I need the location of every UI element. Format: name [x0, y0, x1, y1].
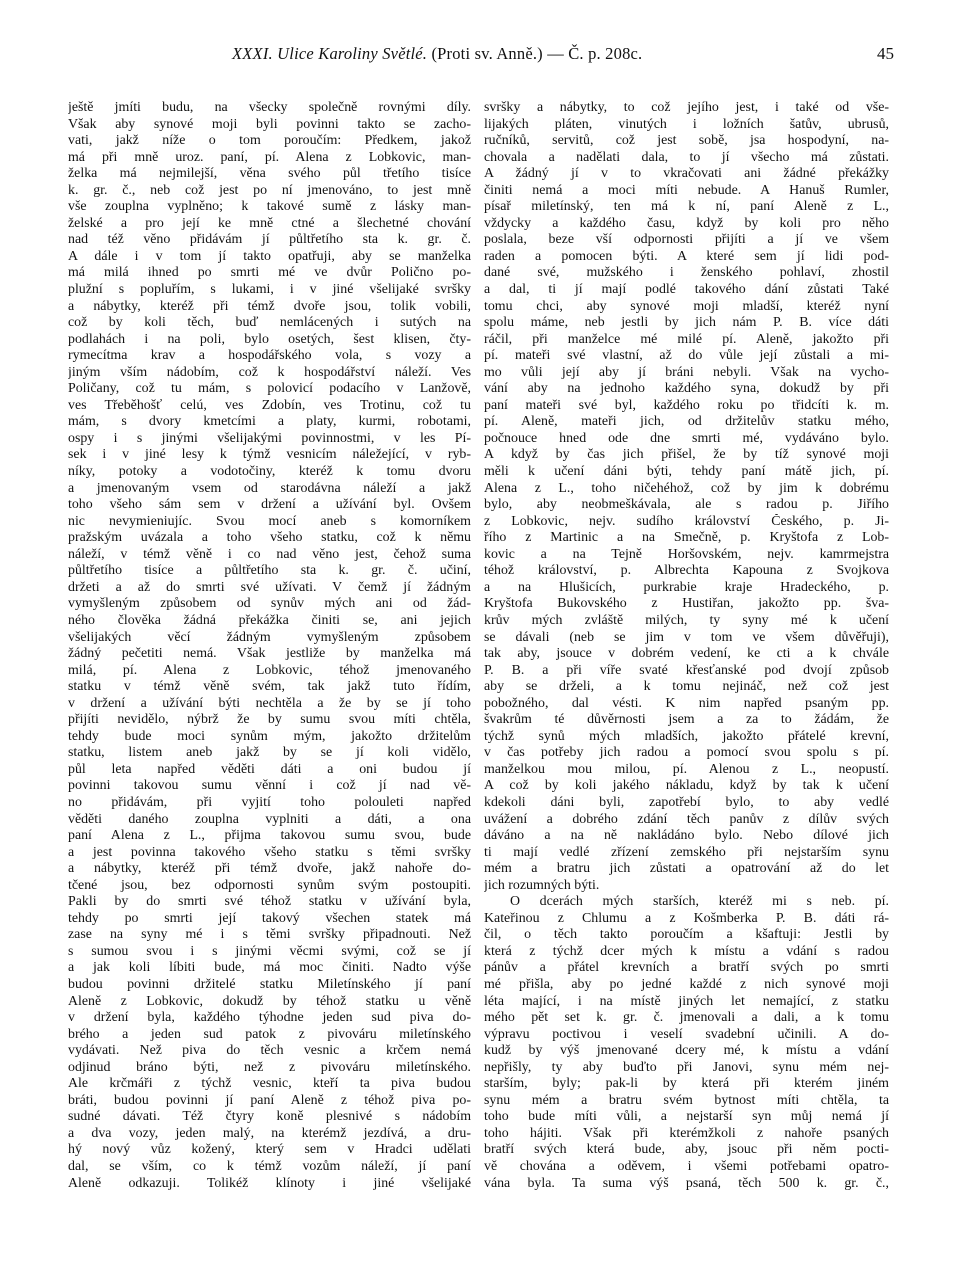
text-line: dal, se vším, co k témž vozům náleží, jí paní: [68, 1159, 471, 1174]
text-line: vati, jakž níže o tom poroučím: Předkem, jakož: [68, 133, 471, 149]
text-line: sudné dávati. Též čtyry koně plesnivé s nádobím: [68, 1109, 471, 1125]
text-line: věděti daného zouplna vyplniti a dáti, a ona: [68, 811, 471, 827]
text-line: vána byla. Ta suma výš psaná, těch 500 k. gr. č.,: [484, 1175, 889, 1191]
text-line: dáváno a na ně nakládáno bylo. Nebo dílové jich: [484, 828, 889, 844]
text-line: rymecítma krav a hospodářského vola, s vozy a: [68, 348, 471, 364]
text-line: P. B. a při víře svaté křesťanské pod dvojí způsob: [484, 662, 889, 678]
text-line: brého a jeden sud patok z pivováru miletínského: [68, 1026, 471, 1042]
text-line: tčené jsou, bez odpornosti synům svým postoupiti.: [68, 877, 471, 893]
right-text-column: [484, 100, 889, 1192]
text-line: půl leta napřed věděti dáti a oni budou jí: [68, 761, 471, 777]
text-line: činiti nemá a moci míti nebude. A Hanuš Rumler,: [484, 182, 889, 198]
text-line: v držení a užívání býti nechtěla a že by se jí toho: [68, 695, 471, 711]
text-line: Aleně z Lobkovic, dokudž by téhož statku u věně: [68, 993, 471, 1009]
text-line: pražským uvázala a toho všeho statku, což k němu: [68, 530, 471, 546]
text-line: ráčil, při manželce mé milé pí. Aleně, jakožto při: [484, 331, 889, 347]
text-line: mám, s dvory kmetcími a platy, kurmi, robotami,: [68, 414, 471, 430]
text-line: Však aby synové moji byli povinni takto se zacho-: [68, 116, 471, 132]
running-title: [232, 44, 642, 64]
text-line: pí. mateři své vlastní, až do vůle její zůstali a mi-: [484, 348, 889, 364]
text-line: tehdy po smrti její takový všechen statek má: [68, 910, 471, 926]
text-line: budou povinni držitelé statku Miletínského jí paní: [68, 976, 471, 992]
text-line: vše zouplna vyplněno; k takové sumě z lásky man-: [68, 199, 471, 215]
text-line: řího z Martinic a na Smečně, p. Kryštofa z Lob-: [484, 530, 889, 546]
text-line: bylo, aby neobmeškávala, ale s radou p. Jiřího: [484, 497, 889, 513]
text-line: aby se drželi, a k tomu nejináč, než což jest: [484, 679, 889, 695]
text-line: Ale krčmáři z týchž vesnic, kteří ta piva budou: [68, 1076, 471, 1092]
text-line: poslala, beze vší odpornosti přijíti a jí ve všem: [484, 232, 889, 248]
text-line: lijakých pláten, vinutých i ložních šatův, ubrusů,: [484, 116, 889, 132]
text-line: chovala a nadělati dala, to jí všecho má zůstati.: [484, 149, 889, 165]
text-line: Poličany, což tu mám, s polovicí podacího v Lanžově,: [68, 381, 471, 397]
text-line: vymyšleným způsobem od synův mých ani od žád-: [68, 596, 471, 612]
text-line: počnouce hned ode dne smrti mé, vydáváno bylo.: [484, 430, 889, 446]
text-line: týchž synů mých mladších, jakožto přátelé krevní,: [484, 728, 889, 744]
text-line: podlahách i na poli, bylo osetých, šest klisen, čty-: [68, 331, 471, 347]
text-line: žádný pečetiti nemá. Však jestliže by manželka má: [68, 646, 471, 662]
text-line: ves Třeběhošť celú, ves Zdobín, ves Trotinu, což tu: [68, 397, 471, 413]
text-line: v čas potřeby jich radou a pomocí svou spolu s pí.: [484, 745, 889, 761]
text-line: přijíti nevidělo, nýbrž že by sumu svou míti chtěla,: [68, 712, 471, 728]
page-number: 45: [877, 44, 894, 63]
text-line: s sumou svou i s jinými věcmi svými, což se jí: [68, 943, 471, 959]
text-line: ti mají vedlé zřízení zemského při nejstarším synu: [484, 844, 889, 860]
text-line: a jest povinna takového všeho statku s těmi svršky: [68, 844, 471, 860]
text-line: téhož království, p. Albrechta Kapouna z Svojkova: [484, 563, 889, 579]
text-line: spolu máme, neb jestli by jich nám P. B. více dáti: [484, 315, 889, 331]
text-line: želka má nejmilejší, věna svého půl třetího tisíce: [68, 166, 471, 182]
text-line: ručníků, servitů, což jest sobě, jsa hospodyní, na-: [484, 133, 889, 149]
text-line: a na Hlušicích, purkrabie kraje Hradeckého, p.: [484, 579, 889, 595]
text-line: Alena z L., toho ničehéhož, což by jim k dobrému: [484, 480, 889, 496]
text-line: náleží, v témž věně i co nad věno jest, čehož suma: [68, 546, 471, 562]
text-line: no přidávám, při vyjití toho polouleti napřed: [68, 794, 471, 810]
text-line: která z týchž dcer mých k místu a vdání s radou: [484, 943, 889, 959]
text-line: nepřišly, ty aby buďto při Janovi, synu mém nej-: [484, 1059, 889, 1075]
text-line: všelijakých věcí žádným vymyšleným způsobem: [68, 629, 471, 645]
text-line: dané své, mužského i ženského pohlaví, zhostil: [484, 265, 889, 281]
text-line: svršky a nábytky, to což jejího jest, i také od vše-: [484, 100, 889, 115]
text-line: A žádný jí v to vkračovati ani žádné překážky: [484, 166, 889, 182]
text-line: O dcerách mých starších, kteréž mi s neb. pí.: [510, 894, 889, 910]
text-line: statku v témž věně svém, tak jakž tuto řídím,: [68, 679, 471, 695]
text-line: kdekoli dáni byli, zapotřebí bylo, to aby vedlé: [484, 794, 889, 810]
text-line: vždycky a každého času, když by koli pro něho: [484, 215, 889, 231]
text-line: toho bude míti vůli, a nejstarší syn můj nemá jí: [484, 1109, 889, 1125]
text-line: se dávali (neb se jim v tom ve všem důvěřuji),: [484, 629, 889, 645]
text-line: synu mém a bratru svém bytnost míti chtěla, ta: [484, 1092, 889, 1108]
text-line: Aleně odkazuji. Tolikéž klínoty i jiné všelijaké: [68, 1175, 471, 1191]
text-line: raden a pomocen býti. A které sem jí lidi pod-: [484, 248, 889, 264]
text-line: a jak koli líbiti bude, má moc činiti. Nadto výše: [68, 960, 471, 976]
text-line: Kryštofa Bukovského z Hustiřan, jakožto pp. šva-: [484, 596, 889, 612]
running-header: [0, 44, 960, 70]
text-line: manželkou mou milou, pí. Alenou z L., neopustí.: [484, 761, 889, 777]
text-line: uvážení a dobrého zdání těch panův z dílův svých: [484, 811, 889, 827]
text-line: vydávati. Než piva do těch vesnic a krčem nemá: [68, 1043, 471, 1059]
text-line: Kateřinou z Chlumu a z Košmberka P. B. dáti rá-: [484, 910, 889, 926]
text-line: plužní s popluřím, s lukami, i v jiné všelijaké svršky: [68, 282, 471, 298]
text-line: paní Alena z L., přijma takovou sumu svou, bude: [68, 828, 471, 844]
text-line: odjinud bráno býti, než z pivováru miletínského.: [68, 1059, 471, 1075]
text-line: bratří svých která bude, aby, jsouc při něm pocti-: [484, 1142, 889, 1158]
text-line: níky, potoky a vodotočiny, kteréž k tomu dvoru: [68, 464, 471, 480]
text-line: výpravu poctivou i veselí svadební učinili. A do-: [484, 1026, 889, 1042]
text-line: měli k učení dáni býti, tehdy paní mátě jich, pí.: [484, 464, 889, 480]
text-line: k. gr. č., neb což jest po ní jmenováno, to jest mně: [68, 182, 471, 198]
text-line: nic nevymieniujíc. Svou mocí aneb s komorníkem: [68, 513, 471, 529]
text-line: zase na syny mé i s těmi svršky připadnouti. Než: [68, 927, 471, 943]
text-line: kovic a na Tejně Horšovském, nejv. kamrmejstra: [484, 546, 889, 562]
text-line: mo vůli její aby jí bráni nebyli. Však na vycho-: [484, 364, 889, 380]
text-line: A což by koli jakého nákladu, když by tak k učení: [484, 778, 889, 794]
text-line: švakrům té důvěrnosti jsem a za to žádám, že: [484, 712, 889, 728]
text-line: tehdy bude moci synům mým, jakožto držitelům: [68, 728, 471, 744]
text-line: půltřetího tisíce a půltřetího sta k. gr. č. učiní,: [68, 563, 471, 579]
text-line: starším, byly; pak-li by která při kterém jiném: [484, 1076, 889, 1092]
text-line: ospy i s jinými všelijakými povinnostmi, v les Pí-: [68, 430, 471, 446]
text-line: ného člověka žádná překážka činiti se, ani jejich: [68, 612, 471, 628]
text-line: a nábytky, kteréž při témž dvoře jsou, tolik vobili,: [68, 298, 471, 314]
text-line: čil, o těch takto poroučím a kšaftuji: Jestli by: [484, 927, 889, 943]
text-line: povinni takovou sumu věnní i což jí nad vě-: [68, 778, 471, 794]
left-text-column: [68, 100, 471, 1192]
text-line: paní mateři své byl, každého roku po třidcíti k. m.: [484, 397, 889, 413]
text-line: kudž by výš jmenované dcery mé, k místu a vdání: [484, 1043, 889, 1059]
text-line: toho všeho sám sem v držení a užívání byl. Ovšem: [68, 497, 471, 513]
text-line: toho hájiti. Však při kterémžkoli z nahoře psaných: [484, 1125, 889, 1141]
text-line: léta mající, i na místě jiných let nemající, z statku: [484, 993, 889, 1009]
text-line: mé přišla, aby po jedné každé z nich synové moji: [484, 976, 889, 992]
text-line: mého pět set k. gr. č. jmenovali a dali, a k tomu: [484, 1010, 889, 1026]
text-line: a nábytky, kteréž při témž dvoře, jakž nahoře do-: [68, 861, 471, 877]
text-line: milá, pí. Alena z Lobkovic, téhož jmenovaného: [68, 662, 471, 678]
text-line: statku, listem aneb jakž by se jí koli vidělo,: [68, 745, 471, 761]
text-line: má při mně uroz. paní, pí. Alena z Lobkovic, man-: [68, 149, 471, 165]
text-line: pí. Aleně, mateři jich, od držitelův statku mého,: [484, 414, 889, 430]
text-line: hý nový vůz kožený, který sem v Hradci udělati: [68, 1142, 471, 1158]
text-line: Pakli by do smrti své téhož statku v užívání byla,: [68, 894, 471, 910]
text-line: sek i v jiné lesy k týmž vesnicím náležející, v ryb-: [68, 447, 471, 463]
text-line: jich rozumných býti.: [484, 877, 600, 893]
text-line: v držení byla, každého týhodne jeden sud piva do-: [68, 1010, 471, 1026]
text-line: písař miletínský, ten má k ní, paní Aleně z L.,: [484, 199, 889, 215]
text-line: tak aby, jsouce v dobrém vedení, ke cti a k chvále: [484, 646, 889, 662]
text-line: a dva vozy, jeden malý, na kterémž jezdívá, a dru-: [68, 1125, 471, 1141]
text-line: bráti, budou povinni jí paní Aleně z téhož piva po-: [68, 1092, 471, 1108]
text-line: pánův a přátel krevních a bratří svých po smrti: [484, 960, 889, 976]
text-line: má milá ihned po smrti mé ve dvůr Polično po-: [68, 265, 471, 281]
text-line: což by koli těch, buď nemlácených i sutých na: [68, 315, 471, 331]
running-title-street: XXXI. Ulice Karoliny Světlé.: [232, 44, 428, 63]
text-line: jiným vším nádobím, což k hospodářství náleží. Ves: [68, 364, 471, 380]
text-line: krův mých zvláště milých, ty syny mé k učení: [484, 612, 889, 628]
text-line: želské a pro její ke mně ctné a šlechetné chování: [68, 215, 471, 231]
running-title-location: (Proti sv. Anně.) — Č. p. 208c.: [431, 44, 643, 63]
text-line: vě chována a oděvem, i všemi potřebami opatro-: [484, 1159, 889, 1174]
text-line: z Lobkovic, nejv. sudího království Českého, p. Ji-: [484, 513, 889, 529]
text-line: vání aby na jednoho každého syna, dokudž by při: [484, 381, 889, 397]
text-line: ještě jmíti budu, na všecky společně rovnými díly.: [68, 100, 471, 115]
text-line: držeti a až do smrti své užívati. V čemž jí žádným: [68, 579, 471, 595]
text-line: pobožného, dal vésti. K nim napřed psaným pp.: [484, 695, 889, 711]
text-line: mém a bratru jich zůstati a opatrování až do let: [484, 861, 889, 877]
text-line: a jmenovaným vsem od starodávna náleží a jakž: [68, 480, 471, 496]
text-line: nad též věno přidávám jí půltřetího sta k. gr. č.: [68, 232, 471, 248]
text-line: A když by čas jich přišel, že by tíž synové moji: [484, 447, 889, 463]
text-line: a dal, ti jí mají podlé takového dání zůstati Také: [484, 282, 889, 298]
text-line: tomu chci, aby synové moji mladší, kteréž nyní: [484, 298, 889, 314]
text-line: A dále i v tom jí takto opatřuji, aby se manželka: [68, 248, 471, 264]
